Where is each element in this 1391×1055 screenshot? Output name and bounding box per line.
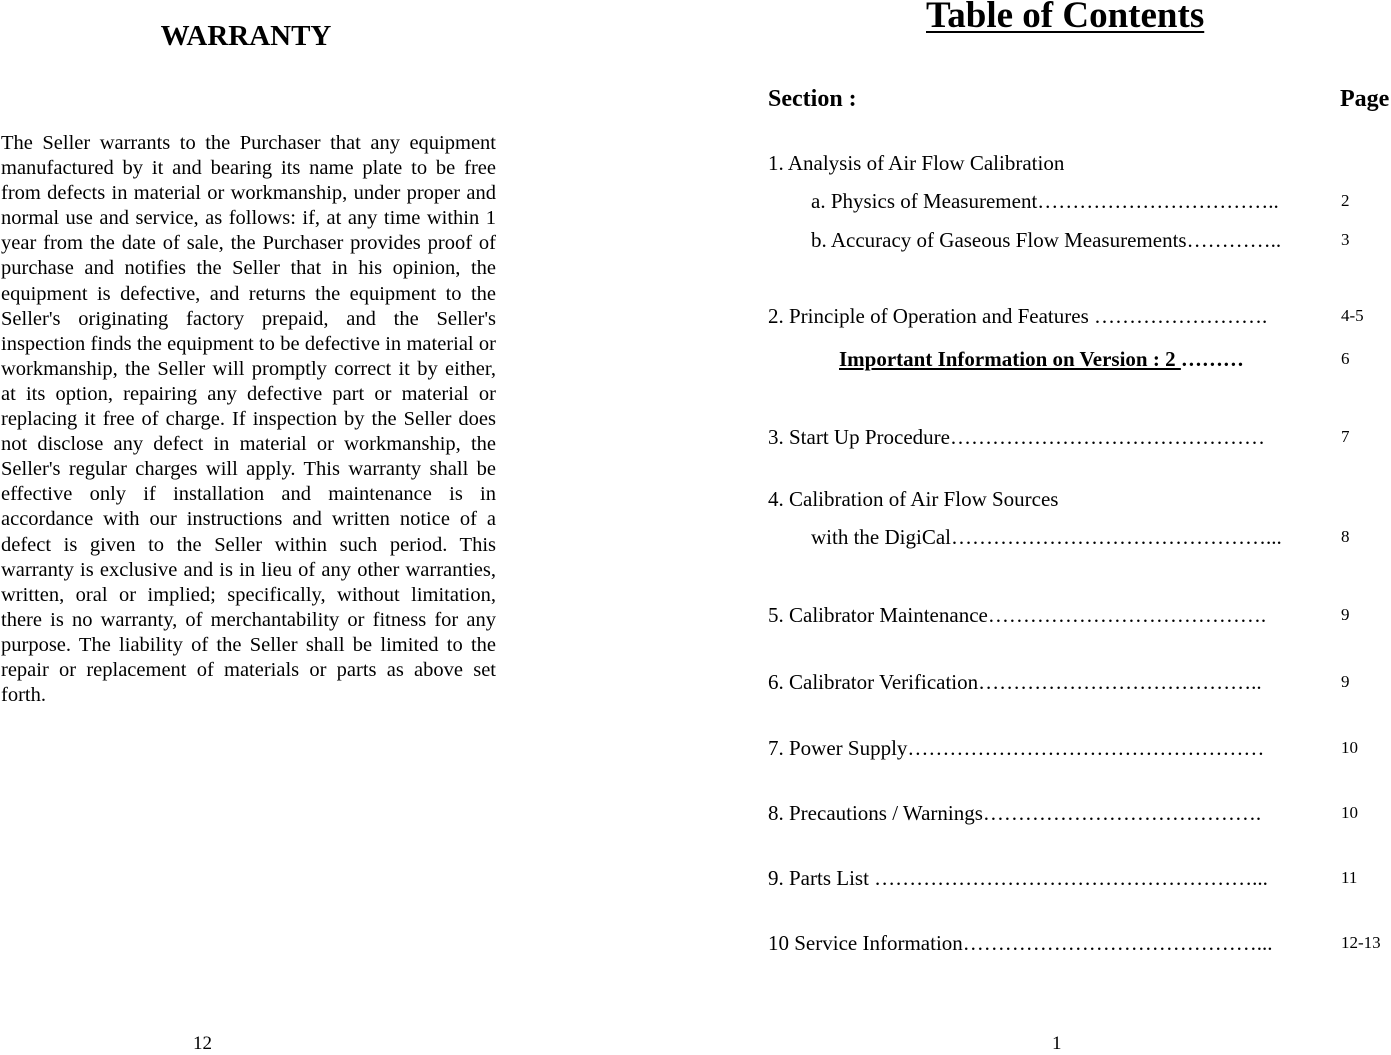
toc-page-1a: 2 xyxy=(1341,191,1350,210)
warranty-title: WARRANTY xyxy=(160,20,332,52)
toc-entry-1a[interactable]: a. Physics of Measurement…………………………….. xyxy=(811,189,1279,213)
toc-page-9: 11 xyxy=(1341,868,1358,887)
page-number-right: 1 xyxy=(1052,1033,1062,1054)
toc-page-5: 9 xyxy=(1341,605,1350,624)
toc-entry-7[interactable]: 7. Power Supply…………………………………………… xyxy=(768,736,1265,760)
toc-entry-4[interactable]: 4. Calibration of Air Flow Sources xyxy=(768,487,1059,511)
toc-page-3: 7 xyxy=(1341,427,1350,446)
toc-entry-1[interactable]: 1. Analysis of Air Flow Calibration xyxy=(768,151,1065,175)
toc-page-8: 10 xyxy=(1341,803,1358,822)
toc-page-10: 12-13 xyxy=(1341,933,1381,952)
toc-page-1b: 3 xyxy=(1341,230,1350,249)
important-label: Important Information on Version : 2 xyxy=(839,347,1181,371)
toc-page-4: 8 xyxy=(1341,527,1350,546)
important-dots: ……… xyxy=(1180,347,1244,371)
section-header: Section : xyxy=(768,86,857,112)
toc-entry-4b[interactable]: with the DigiCal………………………………………... xyxy=(811,525,1282,549)
toc-entry-5[interactable]: 5. Calibrator Maintenance…………………………………. xyxy=(768,603,1267,627)
toc-page-2: 4-5 xyxy=(1341,306,1364,325)
toc-entry-9[interactable]: 9. Parts List ………………………………………………... xyxy=(768,866,1268,890)
warranty-body: The Seller warrants to the Purchaser that any equipment manufactured by it and bearing its name plate to be free from defects in material or workmanship, under proper and normal use and service, as follows: if, at any time within 1 year from the date of sale, the Purchaser provides proof of purchase and notifies the Seller that in his opinion, the equipment is defective, and returns the equipment to the Seller's originating factory prepaid, and the Seller's inspection finds the equipment to be defective in material or workmanship, the Seller will promptly correct it by either, at its option, repairing any defective part or material or replacing it free of charge. If inspection by the Seller does not disclose any defect in material or workmanship, the Seller's regular charges will apply. This warranty shall be effective only if installation and maintenance is in accordance with our instructions and written notice of a defect is given to the Seller within such period. This warranty is exclusive and is in lieu of any other warranties, written, oral or implied; specifically, without limitation, there is no warranty, of merchantability or fitness for any purpose. The liability of the Seller shall be limited to the repair or replacement of materials or parts as above set forth. xyxy=(1,132,496,707)
toc-page-important: 6 xyxy=(1341,349,1350,368)
toc-title: Table of Contents xyxy=(926,0,1205,36)
toc-entry-10[interactable]: 10 Service Information……………………………………... xyxy=(768,931,1273,955)
toc-page-6: 9 xyxy=(1341,672,1350,691)
toc-entry-important[interactable] xyxy=(839,347,1244,372)
toc-entry-1b[interactable]: b. Accuracy of Gaseous Flow Measurements………….. xyxy=(811,228,1282,252)
toc-entry-3[interactable]: 3. Start Up Procedure……………………………………… xyxy=(768,425,1265,449)
toc-page-7: 10 xyxy=(1341,738,1358,757)
toc-entry-6[interactable]: 6. Calibrator Verification………………………………….. xyxy=(768,670,1262,694)
toc-entry-2[interactable]: 2. Principle of Operation and Features ……………………. xyxy=(768,304,1268,328)
page-header: Page xyxy=(1340,86,1390,112)
toc-entry-8[interactable]: 8. Precautions / Warnings…………………………………. xyxy=(768,801,1262,825)
page-number-left: 12 xyxy=(193,1033,212,1054)
